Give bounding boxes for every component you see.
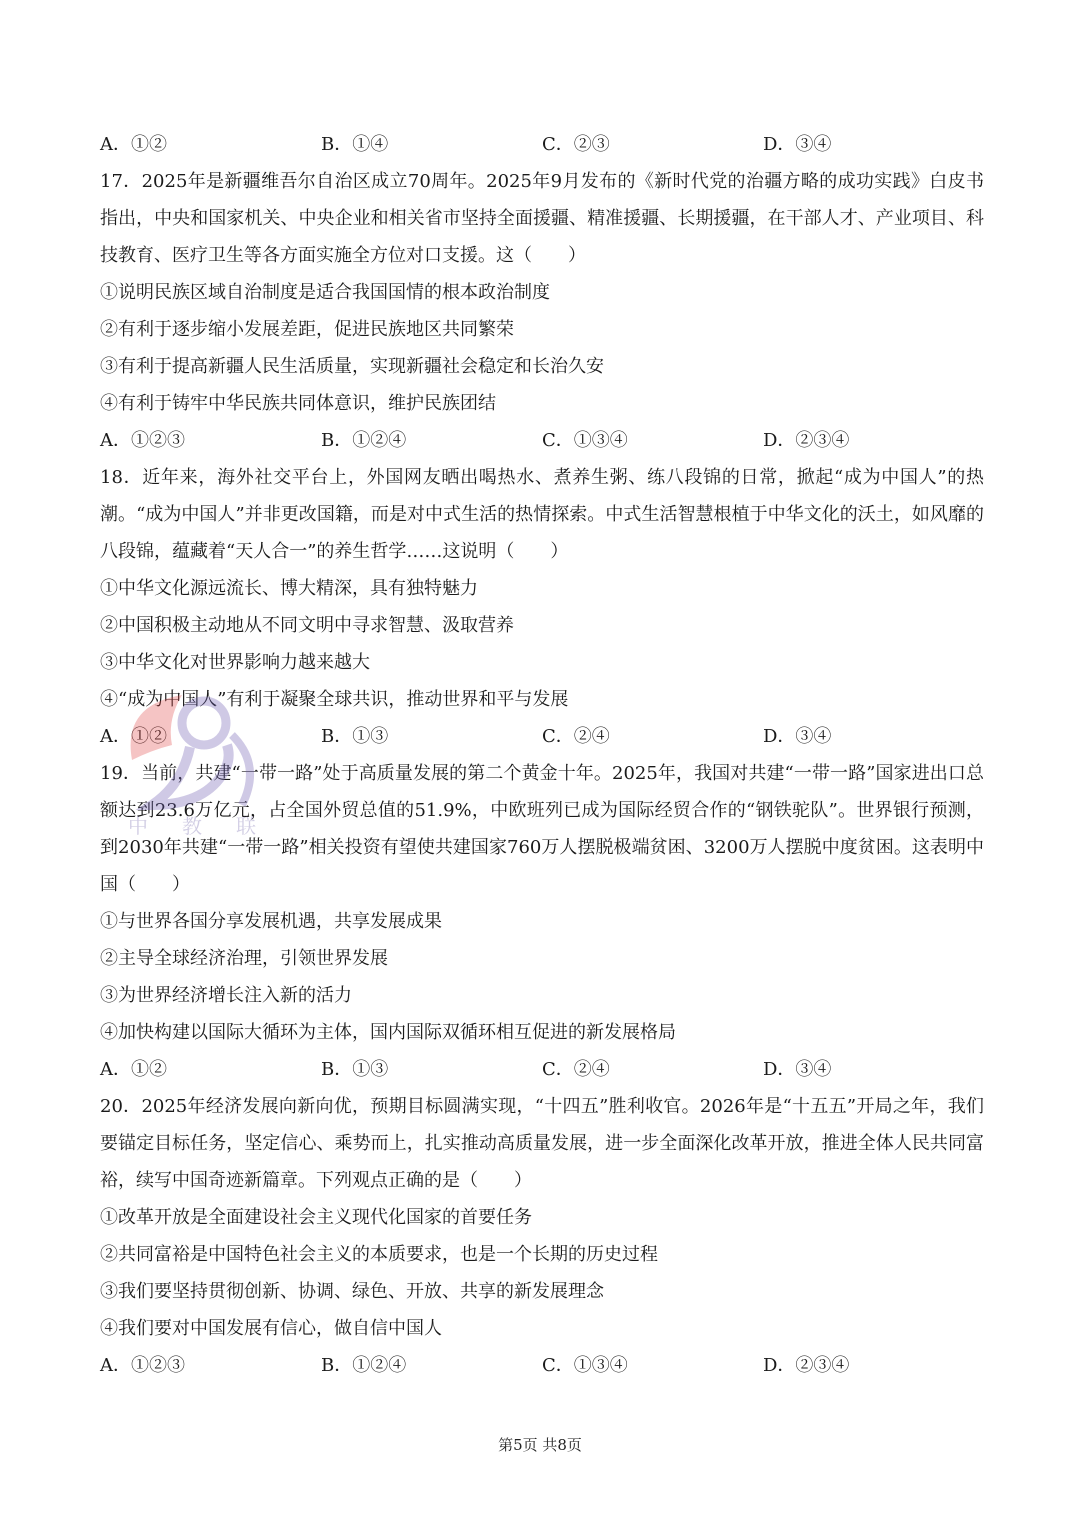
- option-c: C．①③④: [542, 430, 628, 451]
- option-b: B．①②④: [321, 430, 407, 451]
- question-20: [100, 1088, 984, 1384]
- option-c: C．②④: [542, 1059, 610, 1080]
- option-d: D．②③④: [763, 430, 850, 451]
- option-d: D．③④: [763, 134, 832, 155]
- choice-item: ④我们要对中国发展有信心，做自信中国人: [100, 1318, 442, 1339]
- option-a: A．①②③: [100, 430, 185, 451]
- choice-item: ②主导全球经济治理，引领世界发展: [100, 948, 388, 969]
- question-18: [100, 459, 984, 755]
- watermark-char: 联: [236, 814, 290, 838]
- choice-item: ④“成为中国人”有利于凝聚全球共识，推动世界和平与发展: [100, 689, 569, 710]
- option-c: C．②④: [542, 726, 610, 747]
- choice-item: ③有利于提高新疆人民生活质量，实现新疆社会稳定和长治久安: [100, 356, 604, 377]
- option-c: C．②③: [542, 134, 610, 155]
- choice-item: ③为世界经济增长注入新的活力: [100, 985, 352, 1006]
- choice-item: ②共同富裕是中国特色社会主义的本质要求，也是一个长期的历史过程: [100, 1244, 658, 1265]
- choice-item: ①与世界各国分享发展机遇，共享发展成果: [100, 911, 442, 932]
- choice-item: ②中国积极主动地从不同文明中寻求智慧、汲取营养: [100, 615, 514, 636]
- question-17: [100, 163, 984, 459]
- question-options: [100, 1051, 984, 1088]
- option-a: A．①②③: [100, 1355, 185, 1376]
- choice-item: ①说明民族区域自治制度是适合我国国情的根本政治制度: [100, 282, 550, 303]
- question-stem: 20．2025年经济发展向新向优，预期目标圆满实现，“十四五”胜利收官。2026年是“十五五”开局之年，我们要锚定目标任务，坚定信心、乘势而上，扎实推动高质量发展，进一步全面深化改革开放，推进全体人民共同富裕，续写中国奇迹新篇章。下列观点正确的是（ ）: [100, 1096, 984, 1191]
- question-stem: 18．近年来，海外社交平台上，外国网友晒出喝热水、煮养生粥、练八段锦的日常，掀起“成为中国人”的热潮。“成为中国人”并非更改国籍，而是对中式生活的热情探索。中式生活智慧根植于中华文化的沃土，如风靡的八段锦，蕴藏着“天人合一”的养生哲学……这说明（ ）: [100, 467, 984, 562]
- option-b: B．①②④: [321, 1355, 407, 1376]
- option-a: A．①②: [100, 726, 167, 747]
- watermark-text: [128, 810, 290, 839]
- option-d: D．②③④: [763, 1355, 850, 1376]
- choice-item: ④有利于铸牢中华民族共同体意识，维护民族团结: [100, 393, 496, 414]
- option-b: B．①④: [321, 134, 389, 155]
- option-a: A．①②: [100, 134, 167, 155]
- choice-item: ③我们要坚持贯彻创新、协调、绿色、开放、共享的新发展理念: [100, 1281, 604, 1302]
- question-options: [100, 1347, 984, 1384]
- option-d: D．③④: [763, 1059, 832, 1080]
- question-stem: 19．当前，共建“一带一路”处于高质量发展的第二个黄金十年。2025年，我国对共建“一带一路”国家进出口总额达到23.6万亿元，占全国外贸总值的51.9%，中欧班列已成为国际经贸合作的“钢铁驼队”。世界银行预测，到2030年共建“一带一路”相关投资有望使共建国家760万人摆脱极端贫困、3200万人摆脱中度贫困。这表明中国（ ）: [100, 763, 984, 895]
- option-b: B．①③: [321, 1059, 389, 1080]
- option-c: C．①③④: [542, 1355, 628, 1376]
- option-a: A．①②: [100, 1059, 167, 1080]
- choice-item: ②有利于逐步缩小发展差距，促进民族地区共同繁荣: [100, 319, 514, 340]
- exam-content: [100, 126, 984, 1384]
- watermark-char: 中: [128, 814, 182, 838]
- choice-item: ④加快构建以国际大循环为主体，国内国际双循环相互促进的新发展格局: [100, 1022, 676, 1043]
- option-d: D．③④: [763, 726, 832, 747]
- q16-options: [100, 126, 984, 163]
- question-stem: 17．2025年是新疆维吾尔自治区成立70周年。2025年9月发布的《新时代党的治疆方略的成功实践》白皮书指出，中央和国家机关、中央企业和相关省市坚持全面援疆、精准援疆、长期援疆，在干部人才、产业项目、科技教育、医疗卫生等各方面实施全方位对口支援。这（ ）: [100, 171, 984, 266]
- choice-item: ①改革开放是全面建设社会主义现代化国家的首要任务: [100, 1207, 532, 1228]
- question-options: [100, 718, 984, 755]
- watermark-char: 教: [182, 814, 236, 838]
- question-19: [100, 755, 984, 1088]
- option-b: B．①③: [321, 726, 389, 747]
- question-options: [100, 422, 984, 459]
- choice-item: ③中华文化对世界影响力越来越大: [100, 652, 370, 673]
- choice-item: ①中华文化源远流长、博大精深，具有独特魅力: [100, 578, 478, 599]
- page-footer: 第5页 共8页: [498, 1436, 582, 1454]
